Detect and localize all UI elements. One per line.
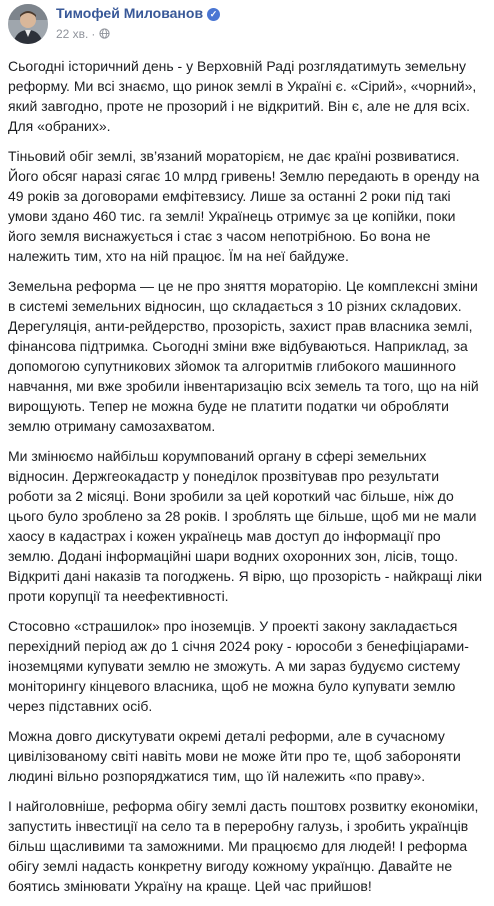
globe-icon[interactable] xyxy=(99,28,110,39)
post-paragraph: Стосовно «страшилок» про іноземців. У проекті закону закладається перехідний період аж до 1 січня 2024 року - юрособи з бенефіціарами- іноземцями купувати землю не зможуть. А ми зараз будуємо систему моніторингу кінцевого власника, щоб не можна було купувати землю через підставних осіб. xyxy=(8,618,469,714)
post-paragraph: Тіньовий обіг землі, зв’язаний мораторієм, не дає країні розвиватися. Його обсяг наразі сягає 10 млрд гривень! Землю передають в оренду на 49 років за договорами емфітевзису. Лише за останні 2 роки під такі умови здано 460 тис. га землі! Українець отримує за це копійки, поки його земля виснажується і стає з часом непотрібною. Бо вона не належить тим, хто на ній працює. Їм на неї байдуже. xyxy=(8,148,480,264)
post-paragraph: І найголовніше, реформа обігу землі дасть поштовх розвитку економіки, запустить інвестиції на село та в переробну галузь, і зробить українців більш щасливими та заможними. Ми працюємо для людей! І реформа обігу землі надасть конкретну вигоду кожному українцю. Давайте не боятись змінювати Україну на краще. Цей час прийшов! xyxy=(8,798,479,894)
meta-separator: · xyxy=(91,27,96,41)
verified-badge-icon: ✓ xyxy=(207,8,220,21)
post-paragraph: Можна довго дискутувати окремі деталі реформи, але в сучасному цивілізованому світі навіть мови не може йти про те, щоб забороняти людині вільно розпоряджатися тим, що їй належить «по праву». xyxy=(8,728,461,784)
post-paragraph: Сьогодні історичний день - у Верховній Раді розглядатимуть земельну реформу. Ми всі знаємо, що ринок землі в Україні є. «Сірий», «чорний», який завгодно, проте не прозорий і не відкритий. Він є, але не для всіх. Для «обраних». xyxy=(8,58,477,134)
post-body xyxy=(8,56,488,906)
author-name[interactable]: Тимофей Милованов ✓ xyxy=(56,5,220,21)
avatar-image xyxy=(8,4,48,44)
post-meta xyxy=(56,27,110,41)
avatar[interactable] xyxy=(8,4,48,44)
post-paragraph: Ми змінюємо найбільш корумпований органу в сфері земельних відносин. Держгеокадастр у понеділок прозвітував про результати роботи за 2 місяці. Вони зробили за цей короткий час більше, ніж до цього було зроблено за 28 років. І зроблять ще більше, щоб ми не мали хаосу в кадастрах і кожен українець мав доступ до інформації про землю. Додані інформаційні шари водних охоронних зон, лісів, тощо. Відкриті дані наказів та погоджень. Я вірю, що прозорість - найкращі ліки проти корупції та неефективності. xyxy=(8,448,483,604)
post-timestamp[interactable]: 22 хв. xyxy=(56,27,89,41)
post-header xyxy=(0,0,494,48)
post-paragraph: Земельна реформа — це не про зняття мораторію. Це комплексні зміни в системі земельних відносин, що складається з 10 різних складових. Дерегуляція, анти-рейдерство, прозорість, захист прав власника землі, фінансова підтримка. Сьогодні зміни вже відбуваються. Наприклад, за допомогою супутникових зйомок та алгоритмів глибокого машинного навчання, ми вже зробили інвентаризацію всіх земель та того, що на ній вирощують. Тепер не можна буде не платити податки чи обробляти землю отриману самозахватом. xyxy=(8,278,479,434)
